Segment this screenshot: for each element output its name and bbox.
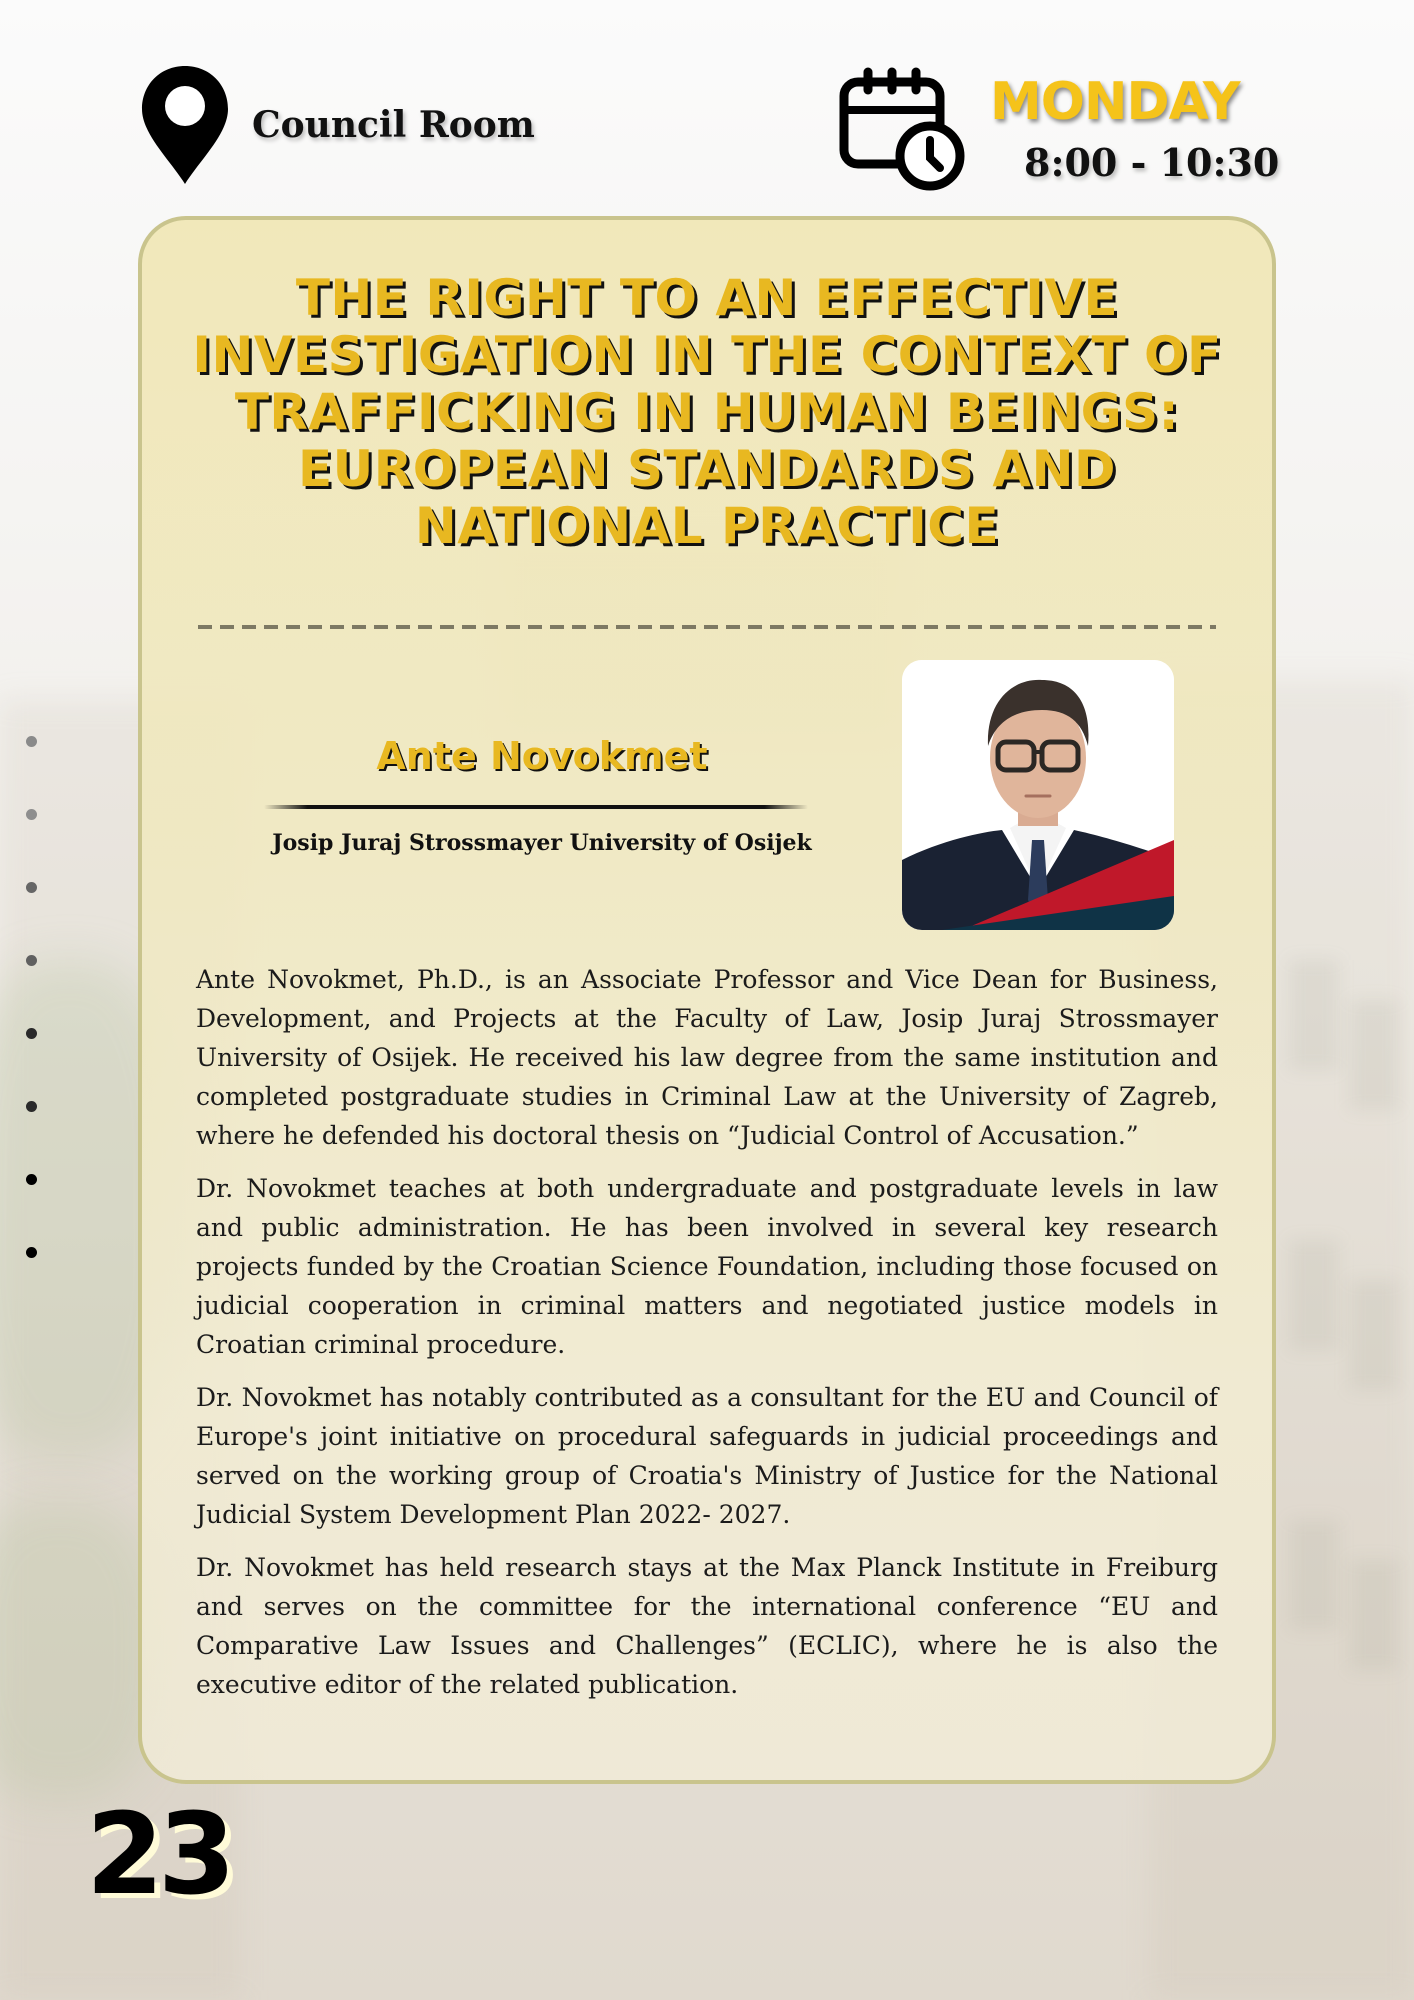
speaker-photo	[902, 660, 1174, 930]
side-dot	[26, 1174, 37, 1185]
name-underline	[264, 805, 808, 809]
location-label: Council Room	[252, 104, 535, 146]
side-dots-decoration	[26, 736, 40, 1320]
speaker-portrait-icon	[902, 660, 1174, 930]
dashed-divider	[198, 625, 1216, 629]
speaker-name: Ante Novokmet	[376, 734, 708, 778]
side-dot	[26, 1247, 37, 1258]
side-dot	[26, 1028, 37, 1039]
day-label: MONDAY	[990, 72, 1240, 132]
map-pin-icon	[140, 64, 230, 186]
side-dot	[26, 809, 37, 820]
speaker-bio	[196, 960, 1218, 1718]
bio-paragraph: Dr. Novokmet has held research stays at the Max Planck Institute in Freiburg and serves on the committee for the international conference “EU and Comparative Law Issues and Challenges” (ECLIC), where he is also the executive editor of the related publication.	[196, 1553, 1218, 1699]
side-dot	[26, 882, 37, 893]
bio-paragraph: Dr. Novokmet has notably contributed as a consultant for the EU and Council of Europe's joint initiative on procedural safeguards in judicial proceedings and served on the working group of Croatia's Ministry of Justice for the National Judicial System Development Plan 2022- 2027.	[196, 1383, 1218, 1529]
page-number: 23	[86, 1790, 230, 1920]
talk-title: THE RIGHT TO AN EFFECTIVE INVESTIGATION IN THE CONTEXT OF TRAFFICKING IN HUMAN BEINGS: EUROPEAN STANDARDS AND NATIONAL PRACTICE	[192, 269, 1222, 555]
time-label: 8:00 - 10:30	[1024, 140, 1280, 185]
bio-paragraph: Ante Novokmet, Ph.D., is an Associate Professor and Vice Dean for Business, Development, and Projects at the Faculty of Law, Josip Juraj Strossmayer University of Osijek. He received his law degree from the same institution and completed postgraduate studies in Criminal Law at the University of Zagreb, where he defended his doctoral thesis on “Judicial Control of Accusation.”	[196, 965, 1218, 1150]
side-dot	[26, 1101, 37, 1112]
speaker-card	[138, 216, 1276, 1784]
calendar-clock-icon	[838, 66, 966, 192]
side-dot	[26, 955, 37, 966]
bio-paragraph: Dr. Novokmet teaches at both undergraduate and postgraduate levels in law and public administration. He has been involved in several key research projects funded by the Croatian Science Foundation, including those focused on judicial cooperation in criminal matters and negotiated justice models in Croatian criminal procedure.	[196, 1174, 1218, 1359]
session-header	[0, 0, 1414, 210]
speaker-affiliation: Josip Juraj Strossmayer University of Osijek	[272, 830, 812, 856]
side-dot	[26, 736, 37, 747]
